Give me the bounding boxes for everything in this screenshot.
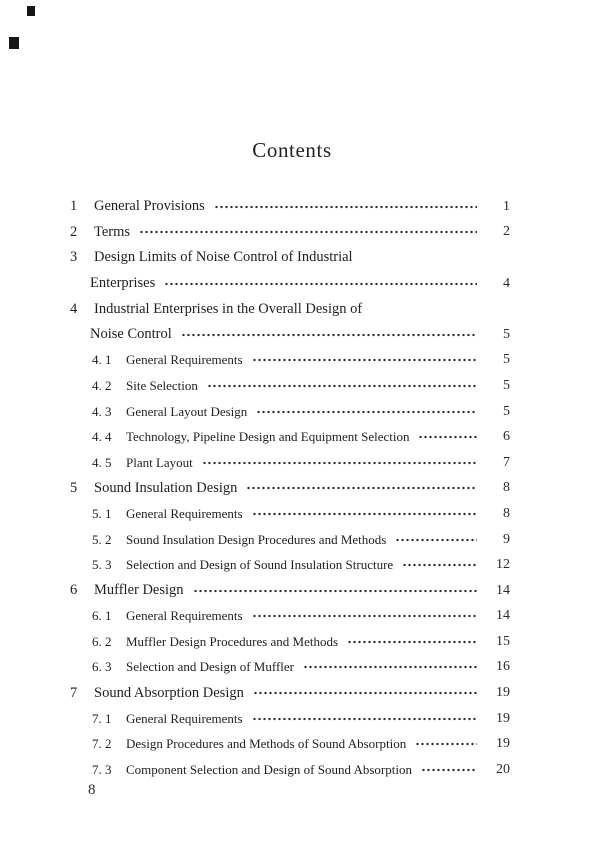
toc-entry-number: 4. 1	[92, 352, 112, 368]
toc-entry-page: 6	[503, 429, 510, 445]
toc-entry-title: Selection and Design of Sound Insulation Structure	[126, 557, 394, 573]
dot-leader	[214, 194, 477, 220]
toc-entry-title: Design Limits of Noise Control of Industrial	[94, 249, 353, 266]
toc-entry-page: 16	[496, 659, 510, 675]
dot-leader	[402, 552, 477, 578]
toc-entry-title: Muffler Design Procedures and Methods	[126, 633, 339, 649]
toc-entry-page: 19	[496, 736, 510, 752]
toc-entry-page: 19	[496, 685, 510, 701]
dot-leader	[418, 424, 477, 450]
toc-entry-page: 1	[503, 198, 510, 214]
toc-entry-title: Sound Insulation Design	[94, 479, 238, 496]
toc-entry-number: 7	[70, 684, 78, 701]
dot-leader	[252, 706, 477, 732]
toc-entry-number: 7. 3	[92, 761, 112, 777]
toc-entry-title: Component Selection and Design of Sound Absorption	[126, 761, 412, 777]
toc-entry-title: Site Selection	[126, 377, 198, 393]
toc-row	[0, 373, 600, 399]
toc-entry-page: 5	[503, 352, 510, 368]
toc-entry-page: 5	[503, 326, 510, 342]
dot-leader	[181, 322, 477, 348]
dot-leader	[347, 629, 477, 655]
toc-row	[0, 629, 600, 655]
toc-entry-title: General Requirements	[126, 505, 243, 521]
toc-entry-page: 19	[496, 710, 510, 726]
toc-row	[0, 296, 600, 322]
toc-entry-number: 5. 3	[92, 557, 112, 573]
toc-entry-number: 5. 1	[92, 505, 112, 521]
toc-row	[0, 194, 600, 220]
toc-entry-number: 4. 3	[92, 403, 112, 419]
toc-entry-number: 5	[70, 479, 78, 496]
toc-entry-number: 4. 4	[92, 429, 112, 445]
toc-entry-page: 15	[496, 633, 510, 649]
toc-entry-page: 8	[503, 480, 510, 496]
toc-row	[0, 424, 600, 450]
toc-entry-number: 4. 5	[92, 454, 112, 470]
toc-entry-number: 5. 2	[92, 531, 112, 547]
toc-row	[0, 655, 600, 681]
dot-leader	[395, 527, 477, 553]
toc-row	[0, 604, 600, 630]
toc-entry-number: 6. 1	[92, 608, 112, 624]
toc-row-continuation	[0, 322, 600, 348]
toc-entry-title: Sound Insulation Design Procedures and Methods	[126, 531, 387, 547]
dot-leader	[202, 450, 477, 476]
toc-entry-number: 2	[70, 223, 78, 240]
dot-leader	[256, 399, 477, 425]
toc-entry-page: 20	[496, 761, 510, 777]
toc-entry-page: 4	[503, 275, 510, 291]
toc-entry-title: Muffler Design	[94, 582, 184, 599]
dot-leader	[303, 655, 477, 681]
toc-entry-number: 7. 1	[92, 710, 112, 726]
toc-entry-title: Technology, Pipeline Design and Equipment Selection	[126, 429, 410, 445]
toc-entry-page: 5	[503, 403, 510, 419]
dot-leader	[252, 348, 477, 374]
toc-entry-number: 6. 2	[92, 633, 112, 649]
toc-entry-title: Design Procedures and Methods of Sound Absorption	[126, 736, 407, 752]
dot-leader	[415, 731, 477, 757]
folio-page-number: 8	[88, 782, 96, 798]
toc-entry-title: Selection and Design of Muffler	[126, 659, 294, 675]
toc-row	[0, 450, 600, 476]
dot-leader	[164, 271, 477, 297]
table-of-contents	[0, 194, 600, 783]
toc-entry-title: General Provisions	[94, 198, 205, 215]
toc-row	[0, 527, 600, 553]
toc-row	[0, 476, 600, 502]
toc-entry-number: 4	[70, 300, 78, 317]
scan-artifact-mark	[9, 37, 19, 49]
toc-row-continuation	[0, 271, 600, 297]
toc-entry-page: 14	[496, 608, 510, 624]
toc-entry-title: General Requirements	[126, 608, 243, 624]
toc-entry-page: 9	[503, 531, 510, 547]
scan-artifact-mark	[27, 6, 35, 16]
toc-row	[0, 245, 600, 271]
dot-leader	[246, 476, 477, 502]
toc-entry-page: 12	[496, 557, 510, 573]
dot-leader	[252, 604, 477, 630]
toc-row	[0, 348, 600, 374]
toc-row	[0, 501, 600, 527]
dot-leader	[421, 757, 477, 783]
toc-row	[0, 578, 600, 604]
toc-entry-number: 1	[70, 198, 78, 215]
toc-entry-title: Sound Absorption Design	[94, 684, 244, 701]
dot-leader	[253, 680, 477, 706]
toc-entry-title: Terms	[94, 223, 131, 240]
toc-entry-title: General Requirements	[126, 352, 243, 368]
toc-entry-title: Noise Control	[90, 326, 172, 343]
toc-row	[0, 757, 600, 783]
toc-row	[0, 731, 600, 757]
toc-row	[0, 706, 600, 732]
toc-row	[0, 220, 600, 246]
toc-entry-title: Enterprises	[90, 275, 156, 292]
toc-row	[0, 680, 600, 706]
toc-entry-page: 7	[503, 454, 510, 470]
toc-entry-number: 6	[70, 582, 78, 599]
dot-leader	[139, 220, 477, 246]
dot-leader	[252, 501, 477, 527]
toc-entry-number: 6. 3	[92, 659, 112, 675]
toc-entry-title: Industrial Enterprises in the Overall Design of	[94, 300, 363, 317]
dot-leader	[193, 578, 477, 604]
dot-leader	[207, 373, 477, 399]
toc-entry-page: 14	[496, 582, 510, 598]
toc-entry-page: 5	[503, 377, 510, 393]
toc-entry-title: General Layout Design	[126, 403, 248, 419]
toc-row	[0, 399, 600, 425]
toc-entry-page: 8	[503, 505, 510, 521]
toc-entry-number: 4. 2	[92, 377, 112, 393]
toc-entry-page: 2	[503, 224, 510, 240]
toc-entry-title: Plant Layout	[126, 454, 193, 470]
page-title: Contents	[252, 138, 332, 162]
toc-entry-number: 7. 2	[92, 736, 112, 752]
toc-entry-number: 3	[70, 249, 78, 266]
toc-row	[0, 552, 600, 578]
toc-entry-title: General Requirements	[126, 710, 243, 726]
